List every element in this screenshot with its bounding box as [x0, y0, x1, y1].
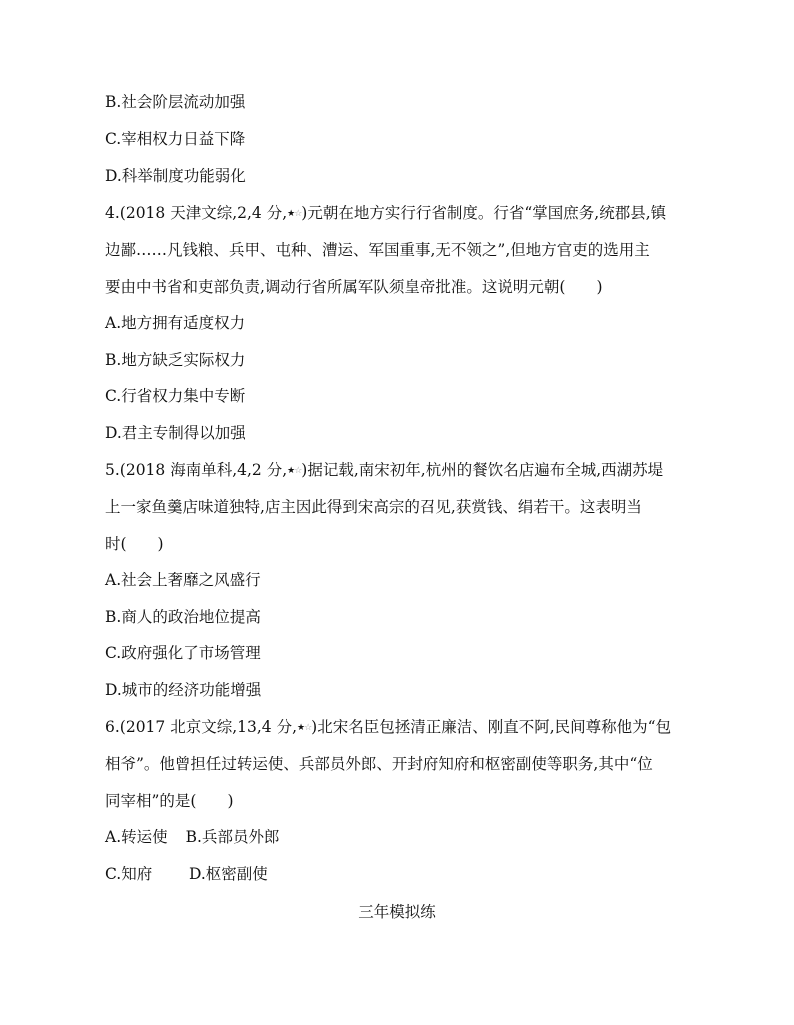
difficulty-star-hollow-icon: ☆: [304, 723, 312, 733]
q3-option-c: C.宰相权力日益下降: [105, 130, 246, 148]
difficulty-star-filled-icon: ★: [287, 466, 295, 476]
q4-option-c: C.行省权力集中专断: [105, 387, 246, 405]
q4-stem-line2: 边鄙……凡钱粮、兵甲、屯种、漕运、军国重事,无不领之”,但地方官吏的选用主: [105, 241, 650, 259]
q6-option-b: B.兵部员外郎: [185, 828, 280, 846]
q6-options-row1: [105, 827, 279, 847]
q5-option-a: A.社会上奢靡之风盛行: [105, 571, 261, 589]
q6-source: 6.(2017 北京文综,13,4 分,: [105, 718, 298, 736]
q5-option-d: D.城市的经济功能增强: [105, 681, 262, 699]
q4-source: 4.(2018 天津文综,2,4 分,: [105, 204, 288, 222]
q4-option-d: D.君主专制得以加强: [105, 424, 246, 442]
q6-stem-text: )北宋名臣包拯清正廉洁、刚直不阿,民间尊称他为“包: [311, 718, 672, 736]
q3-option-d: D.科举制度功能弱化: [105, 167, 246, 185]
section-title: 三年模拟练: [358, 903, 436, 921]
q4-option-a: A.地方拥有适度权力: [105, 314, 246, 332]
q6-stem-line1: [105, 717, 671, 738]
difficulty-star-filled-icon: ★: [287, 209, 295, 219]
q5-stem-line3: 时( ): [105, 535, 164, 553]
difficulty-star-filled-icon: ★: [297, 723, 305, 733]
q6-stem-line3: 同宰相”的是( ): [105, 792, 234, 810]
q6-options-row2: [105, 864, 268, 884]
difficulty-star-hollow-icon: ☆: [294, 466, 302, 476]
q6-stem-line2: 相爷”。他曾担任过转运使、兵部员外郎、开封府知府和枢密副使等职务,其中“位: [105, 755, 653, 773]
q4-option-b: B.地方缺乏实际权力: [105, 351, 246, 369]
q5-stem-text: )据记载,南宋初年,杭州的餐饮名店遍布全城,西湖苏堤: [301, 461, 664, 479]
q6-option-a: A.转运使: [105, 828, 168, 846]
q5-source: 5.(2018 海南单科,4,2 分,: [105, 461, 288, 479]
difficulty-star-hollow-icon: ☆: [294, 209, 302, 219]
q4-stem-text: )元朝在地方实行行省制度。行省“掌国庶务,统郡县,镇: [301, 204, 667, 222]
q5-option-b: B.商人的政治地位提高: [105, 608, 261, 626]
q6-option-d: D.枢密副使: [189, 865, 268, 883]
q6-option-c: C.知府: [105, 865, 153, 883]
q5-stem-line1: [105, 460, 663, 481]
q4-stem-line3: 要由中书省和吏部负责,调动行省所属军队须皇帝批准。这说明元朝( ): [105, 278, 603, 296]
q5-stem-line2: 上一家鱼羹店味道独特,店主因此得到宋高宗的召见,获赏钱、绢若干。这表明当: [105, 498, 642, 516]
q3-option-b: B.社会阶层流动加强: [105, 93, 246, 111]
q5-option-c: C.政府强化了市场管理: [105, 644, 261, 662]
q4-stem-line1: [105, 203, 666, 224]
